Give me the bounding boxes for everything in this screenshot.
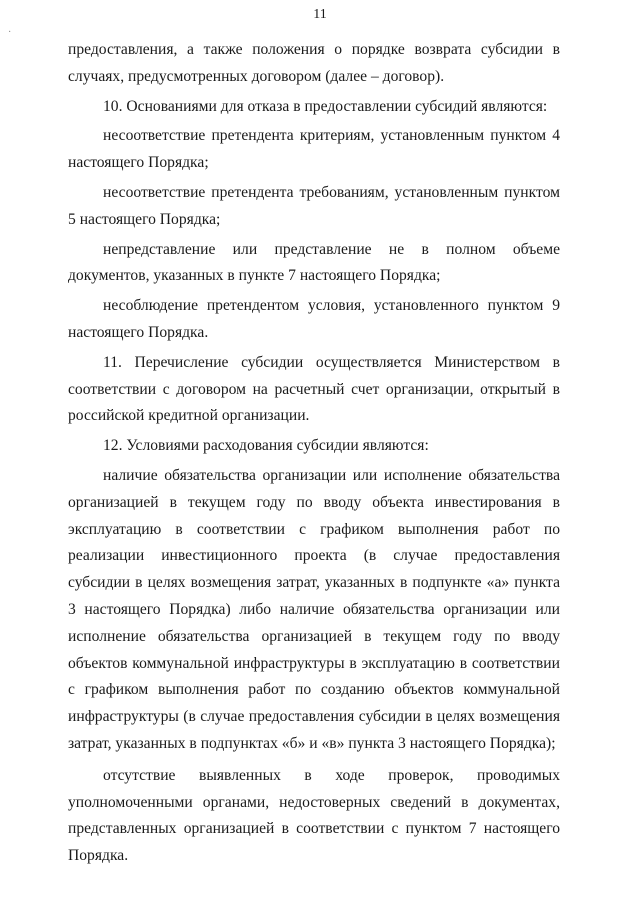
paragraph-criteria: несоответствие претендента критериям, установленным пунктом 4 настоящего Порядка; [68, 127, 560, 172]
paragraph-absence: отсутствие выявленных в ходе проверок, проводимых уполномоченными органами, недостоверных сведений в документах, представленных организацией в соответствии с пунктом 7 настоящего Порядка. [68, 766, 560, 865]
paragraph-continuation: предоставления, а также положения о порядке возврата субсидии в случаях, предусмотренных договором (далее – договор). [68, 41, 560, 85]
paragraph-documents: непредставление или представление не в полном объеме документов, указанных в пункте 7 настоящего Порядка; [68, 240, 560, 285]
paragraph-item-12: 12. Условиями расходования субсидии являются: [103, 437, 429, 455]
paragraph-item-11: 11. Перечисление субсидии осуществляется Министерством в соответствии с договором на расчетный счет организации, открытый в российской кредитной организации. [68, 353, 560, 425]
paragraph-item-10: 10. Основаниями для отказа в предоставлении субсидий являются: [103, 97, 548, 115]
paragraph-conditions: несоблюдение претендентом условия, установленного пунктом 9 настоящего Порядка. [68, 297, 560, 341]
paragraph-obligation: наличие обязательства организации или исполнение обязательства организацией в текущем году по вводу объекта инвестирования в эксплуатацию в соответствии с графиком выполнения работ по реализации инвестиционного проекта (в случае предоставления субсидии в целях возмещения затрат, указанных в подпункте «а» пункта 3 настоящего Порядка) либо наличие обязательства организации или исполнение обязательства организацией в текущем году по вводу объектов коммунальной инфраструктуры в эксплуатацию в соответствии с графиком выполнения работ по созданию объектов коммунальной инфраструктуры (в случае предоставления субсидии в целях возмещения затрат, указанных в подпунктах «б» и «в» пункта 3 настоящего Порядка); [68, 466, 560, 752]
document-body [68, 37, 560, 870]
page-number: 11 [313, 7, 327, 22]
paragraph-requirements: несоответствие претендента требованиям, установленным пунктом 5 настоящего Порядка; [68, 183, 560, 228]
scan-artifact: · [8, 27, 12, 38]
